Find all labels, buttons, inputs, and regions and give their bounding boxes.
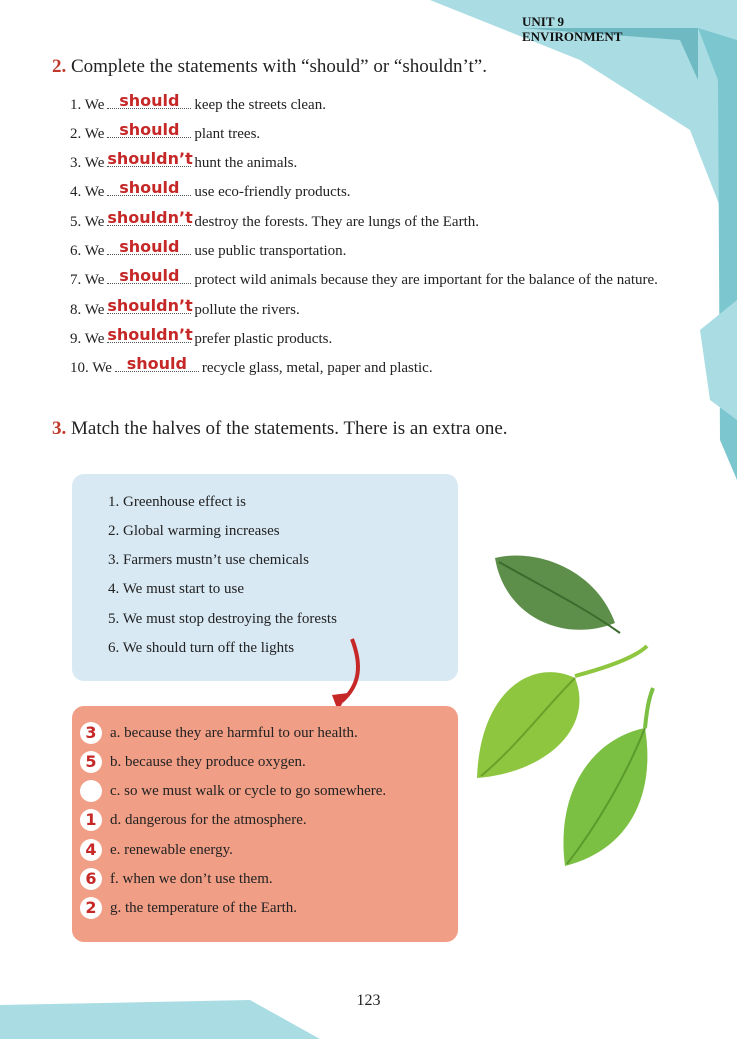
statement-number: 5. [70,214,82,230]
answer-text: shouldn’t [107,296,193,315]
answer-blank[interactable] [107,120,191,139]
statement-subject: We [84,331,105,347]
answer-text: should [119,120,180,139]
answer-text: should [119,237,180,256]
statement-rest: use public transportation. [194,243,347,259]
answer-text: shouldn’t [107,208,193,227]
match-number-badge[interactable] [80,780,102,802]
second-half-item [80,809,307,831]
statement-subject: We [92,360,112,376]
first-half-item: 5. We must stop destroying the forests [108,611,337,627]
answer-text: should [119,266,180,285]
statement-row [70,208,480,231]
statement-number: 6. [70,243,82,259]
statement-number: 3. [70,155,82,171]
match-number-badge[interactable]: 6 [80,868,102,890]
answer-text: shouldn’t [107,149,193,168]
answer-blank[interactable] [107,325,193,344]
statement-row [70,266,658,289]
second-half-text: c. so we must walk or cycle to go somewhere. [110,782,387,799]
statement-subject: We [84,155,105,171]
statement-rest: destroy the forests. They are lungs of the Earth. [194,214,480,230]
exercise-3-instruction: Match the halves of the statements. There is an extra one. [71,418,508,439]
statement-number: 7. [70,272,82,288]
statement-rest: use eco-friendly products. [194,184,351,200]
first-half-item: 3. Farmers mustn’t use chemicals [108,552,309,568]
second-half-item [80,897,297,919]
answer-blank[interactable] [107,91,191,110]
second-half-text: a. because they are harmful to our health. [110,724,358,741]
unit-topic: ENVIRONMENT [522,29,623,44]
second-half-text: f. when we don’t use them. [110,870,273,887]
statement-subject: We [84,272,105,288]
second-half-item [80,722,358,744]
statement-number: 10. [70,360,89,376]
statement-rest: keep the streets clean. [194,97,326,113]
exercise-2-heading [52,56,487,78]
arrow-icon [330,635,370,715]
statement-subject: We [84,184,105,200]
statement-row [70,354,433,377]
answer-text: should [126,354,187,373]
statement-rest: hunt the animals. [194,155,298,171]
answer-blank[interactable] [107,149,193,168]
exercise-2-instruction: Complete the statements with “should” or “shouldn’t”. [71,56,487,77]
statement-rest: plant trees. [194,126,261,142]
first-half-item: 6. We should turn off the lights [108,640,295,656]
statement-subject: We [84,302,105,318]
answer-blank[interactable] [107,237,191,256]
statement-row [70,237,347,260]
second-half-item [80,868,273,890]
statement-rest: recycle glass, metal, paper and plastic. [201,360,433,376]
match-number-badge[interactable]: 1 [80,809,102,831]
second-half-text: d. dangerous for the atmosphere. [110,811,307,828]
statement-number: 2. [70,126,82,142]
match-number-badge[interactable]: 5 [80,751,102,773]
statement-number: 1. [70,97,82,113]
first-half-item: 1. Greenhouse effect is [108,494,247,510]
answer-blank[interactable] [107,208,193,227]
statement-subject: We [84,97,105,113]
statement-subject: We [84,243,105,259]
answer-text: should [119,178,180,197]
statement-number: 4. [70,184,82,200]
second-half-text: g. the temperature of the Earth. [110,899,298,916]
statement-row [70,91,326,114]
statement-rest: protect wild animals because they are important for the balance of the nature. [194,272,658,288]
exercise-3-number: 3. [52,418,67,439]
answer-blank[interactable] [107,178,191,197]
second-half-text: b. because they produce oxygen. [110,753,306,770]
answer-blank[interactable] [107,266,191,285]
statement-rest: prefer plastic products. [194,331,333,347]
statement-row [70,178,351,201]
second-half-text: e. renewable energy. [110,841,233,858]
match-number-badge[interactable]: 2 [80,897,102,919]
statement-number: 9. [70,331,82,347]
statement-subject: We [84,214,105,230]
statement-row [70,296,300,319]
statement-rest: pollute the rivers. [194,302,300,318]
unit-label: UNIT 9 [522,14,565,29]
statement-row [70,149,298,172]
match-number-badge[interactable]: 3 [80,722,102,744]
second-half-item [80,839,233,861]
statement-subject: We [84,126,105,142]
statement-row [70,120,261,143]
unit-header [522,14,622,44]
answer-text: should [119,91,180,110]
match-number-badge[interactable]: 4 [80,839,102,861]
exercise-2-number: 2. [52,56,67,77]
first-half-item: 4. We must start to use [108,581,245,597]
exercise-3-heading [52,418,508,440]
first-half-item: 2. Global warming increases [108,523,280,539]
leaves-illustration [475,548,675,868]
answer-text: shouldn’t [107,325,193,344]
statement-number: 8. [70,302,82,318]
answer-blank[interactable] [107,296,193,315]
answer-blank[interactable] [115,354,199,373]
statement-row [70,325,333,348]
second-half-item [80,780,386,802]
page-number: 123 [356,992,381,1009]
leaf-top [495,556,620,633]
second-half-item [80,751,306,773]
